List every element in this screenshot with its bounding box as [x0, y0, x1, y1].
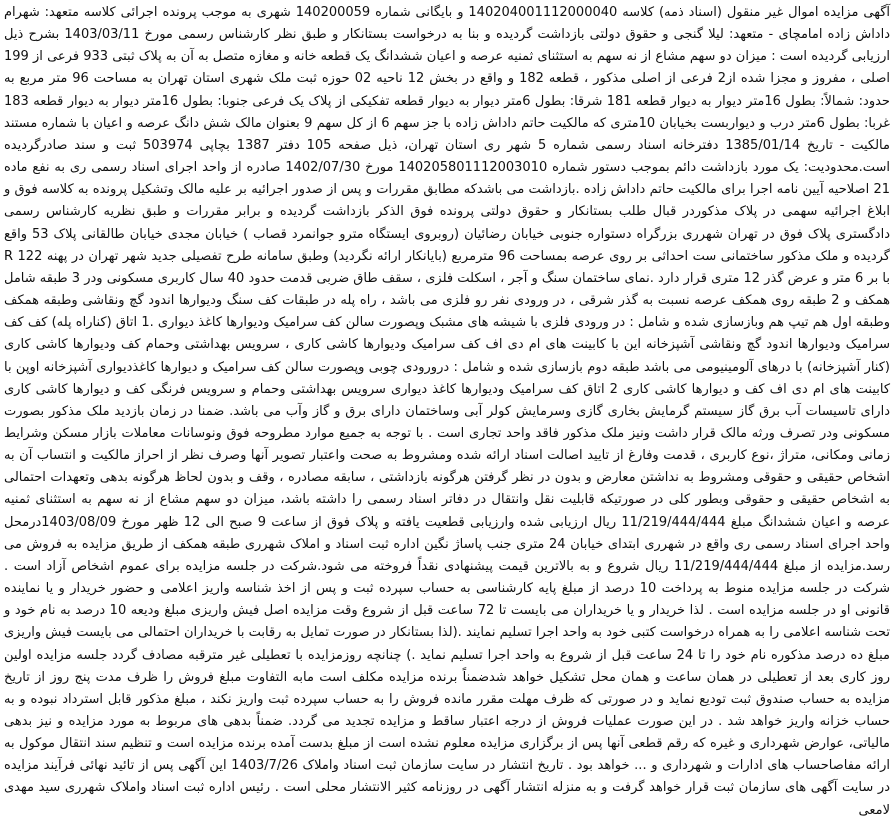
notice-body-text: آگهی مزایده اموال غیر منقول (اسناد ذمه) کلاسه 140204001112000040 و بایگانی شماره 140200059 شهری به موجب پرونده اجرائی کلاسه متعهد: شهرام داداش زاده امامچای - متعهد: لیلا گنجی و حقوق دولتی بازداشت گردیده و بنا به درخواست بستانکار و طبق نظر کارشناس رسمی مورخ 1403/03/11 بشرح ذیل ارزیابی گردیده است : میزان دو سهم مشاع از نه سهم به استثنای ثمنیه عرصه و اعیان ششدانگ یک قطعه خانه و مغازه متصل به آن به پلاک ثبتی 933 فرعی از 199 اصلی ، مفروز و مجزا شده از2 فرعی از اصلی مذکور ، قطعه 182 و واقع در بخش 12 ناحیه 02 حوزه ثبت ملک شهری استان تهران به مساحت 96 متر مربع به حدود: شمالاً: بطول 16متر دیوار به دیوار قطعه 181 شرقا: بطول 6متر دیوار به دیوار قطعه تفکیکی از پلاک یک فرعی جنوبا: بطول 16متر دیوار به دیوار قطعه 183 غربا: بطول 6متر درب و دیواربست بخیابان 10متری که مالکیت حاتم داداش زاده با جز سهم 6 از کل سهم 9 بعنوان مالک شش دانگ عرصه و اعیان با شماره مستند مالکیت - تاریخ 1385/01/14 دفترخانه اسناد رسمی شماره 5 شهر ری استان تهران، ذیل صفحه 105 دفتر 1387 بچاپی 503974 ثبت و سند صادرگردیده است.محدودیت: یک مورد بازداشت دائم بموجب دستور شماره 140205801112003010 مورخ 1402/07/30 صادره از واحد اجرای اسناد رسمی ری به نفع ماده 21 اصلاحیه آیین نامه اجرا برای مالکیت حاتم داداش زاده .بازداشت می باشدکه مطابق مقررات و پس از صدور اجرائیه بر علیه مالک وتشکیل پرونده به کلاسه فوق و ابلاغ اجرائیه سهمی در پلاک مذکوردر قبال طلب بستانکار و حقوق دولتی پرونده فوق الذکر بازداشت گردیده و برابر مقررات و طبق نظریه کارشناس رسمی دادگستری پلاک فوق در تهران شهرری بزرگراه دستواره جنوبی خیابان رضائیان (روبروی ایستگاه مترو جوانمرد قصاب ) خیابان مجدی خیابان طالقانی پلاک 53 واقع گردیده و ملک مذکور ساختمانی ست احداثی بر روی عرصه بمساحت 96 مترمربع (بایانکار ارائه نگردید) وطبق سامانه طرح تفصیلی جدید شهر تهران در پهنه R 122 با بر 6 متر و عرض گذر 12 متری قرار دارد .نمای ساختمان سنگ و آجر ، اسکلت فلزی ، سقف طاق ضربی قدمت حدود 40 سال کاربری مسکونی ودر 3 طبقه شامل همکف و 2 طبقه روی همکف عرصه نسبت به گذر شرقی ، در ورودی نفر رو فلزی می باشد ، راه پله در طبقات کف سنگ ودیوارها اندود گچ ونقاشی وطبقه همکف وطبقه اول هم تیپ هم وبازسازی شده و شامل : در ورودی فلزی با شیشه های مشبک وپصورت سالن کف سرامیک ودیوارها کاغذ دیواری .1 اتاق (کناراه پله) کف کف سرامیک ودیوارها اندود گچ ونقاشی آشپزخانه این با کابینت های ام دی اف کف سرامیک ودیوارها کاشی کاری ، سرویس بهداشتی وحمام کف ودیوارها کاشی کاری (کنار آشپزخانه) با درهای آلومینیومی می باشد طبقه دوم بازسازی شده و شامل : درورودی چوبی وپصورت سالن کف سرامیک و دیوارها کاغذدیواری آشپزخانه اوپن با کابینت های ام دی اف کف و دیوارها کاشی کاری 2 اتاق کف سرامیک ودیوارها کاغذ دیواری سرویس بهداشتی وحمام و سرویس فرنگی کف و دیوارها کاشی کاری دارای تاسیسات آب برق گاز سیستم گرمایش بخاری گازی وسرمایش کولر آبی وساختمان دارای برق و گاز وآب می باشد. ضمنا در زمان بازدید ملک مذکور بصورت مسکونی ودر تصرف ورثه مالک قرار داشت ونیز ملک مذکور فاقد واحد تجاری است . با توجه به جمیع موارد مطروحه فوق ونوسانات معاملات بازار مسکن وشرایط زمانی ومکانی، متراژ ،نوع کاربری ، قدمت وفارغ از تایید اصالت اسناد ارائه شده ومشروط به صحت واعتبار تصویر آنها وصرف نظر از احراز مالکیت و انتساب آن به اشخاص حقیقی و حقوقی ومشروط به نداشتن معارض و بدون در نظر گرفتن هرگونه بازداشتی ، سابقه مصادره ، وقف و بدون لحاظ هرگونه بدهی وتعهدات احتمالی به اشخاص حقیقی و حقوقی وبطور کلی در صورتیکه قابلیت نقل وانتقال در دفاتر اسناد رسمی را داشته باشد، میزان دو سهم مشاع از نه سهم به استثنای ثمنیه عرصه و اعیان ششدانگ مبلغ 11/219/444/444 ریال ارزیابی شده وارزیابی قطعیت یافته و پلاک فوق از ساعت 9 صبح الی 12 ظهر مورخ 1403/08/09درمحل واحد اجرای اسناد رسمی ری واقع در شهرری ابتدای خیابان 24 متری جنب پاساژ نگین اداره ثبت اسناد و املاک شهرری طبقه همکف از طریق مزایده به فروش می رسد.مزایده از مبلغ 11/219/444/444 ریال شروع و به بالاترین قیمت پیشنهادی نقداً فروخته می شود.شرکت در جلسه مزایده برای عموم اشخاص آزاد است . شرکت در جلسه مزایده منوط به پرداخت 10 درصد از مبلغ پایه کارشناسی به حساب سپرده ثبت و پس از اخذ شناسه واریز اعلامی و حضور خریدار و یا نماینده قانونی او در جلسه مزایده است . لذا خریدار و یا خریداران می بایست تا 72 ساعت قبل از شروع وقت مزایده اصل فیش واریزی مبلغ ودیعه 10 درصد به نام خود و تحت شناسه اعلامی را به همراه درخواست کتبی خود به واحد اجرا تسلیم نمایند .(لذا بستانکار در صورت تمایل به رقابت با خریداران احتمالی می بایست فیش واریزی مبلغ ده درصد مذکوره نام خود را تا 24 ساعت قبل از شروع به واحد اجرا تسلیم نماید .) چنانچه روزمزایده با تعطیلی غیر مترقبه مصادف گردد جلسه مزایده اولین روز کاری بعد از تعطیلی در همان ساعت و همان محل تشکیل خواهد شدضمناً برنده مزایده مکلف است مابه التفاوت مبلغ فروش را ظرف مدت پنج روز از تاریخ مزایده به حساب صندوق ثبت تودیع نماید و در صورتی که ظرف مهلت مقرر مانده فروش را به حساب سپرده ثبت واریز نکند ، مبلغ مذکور قابل استرداد نبوده و به حساب خزانه واریز خواهد شد . در این صورت عملیات فروش از درجه اعتبار ساقط و مزایده تجدید می گردد. ضمناً بدهی های مربوط به مورد مزایده و نیز بدهی مالیاتی، عوارض شهرداری و غیره که رقم قطعی آنها پس از برگزاری مزایده معلوم نشده است از مبلغ بدست آمده برنده مزایده است و تنظیم سند انتقال موکول به ارائه مفاصاحساب های ادارات و شهرداری و ... خواهد بود . تاریخ انتشار در سایت سازمان ثبت اسناد واملاک 1403/7/26 این آگهی پس از تائید نهائی فرآیند مزایده در سایت آگهی های سازمان ثبت قرار خواهد گرفت و به منزله انتشار آگهی در روزنامه کثیر الانتشار محلی است . رئیس اداره ثبت اسناد واملاک شهرری سید مهدی لامعی [4, 5, 891, 818]
auction-notice [4, 2, 891, 818]
